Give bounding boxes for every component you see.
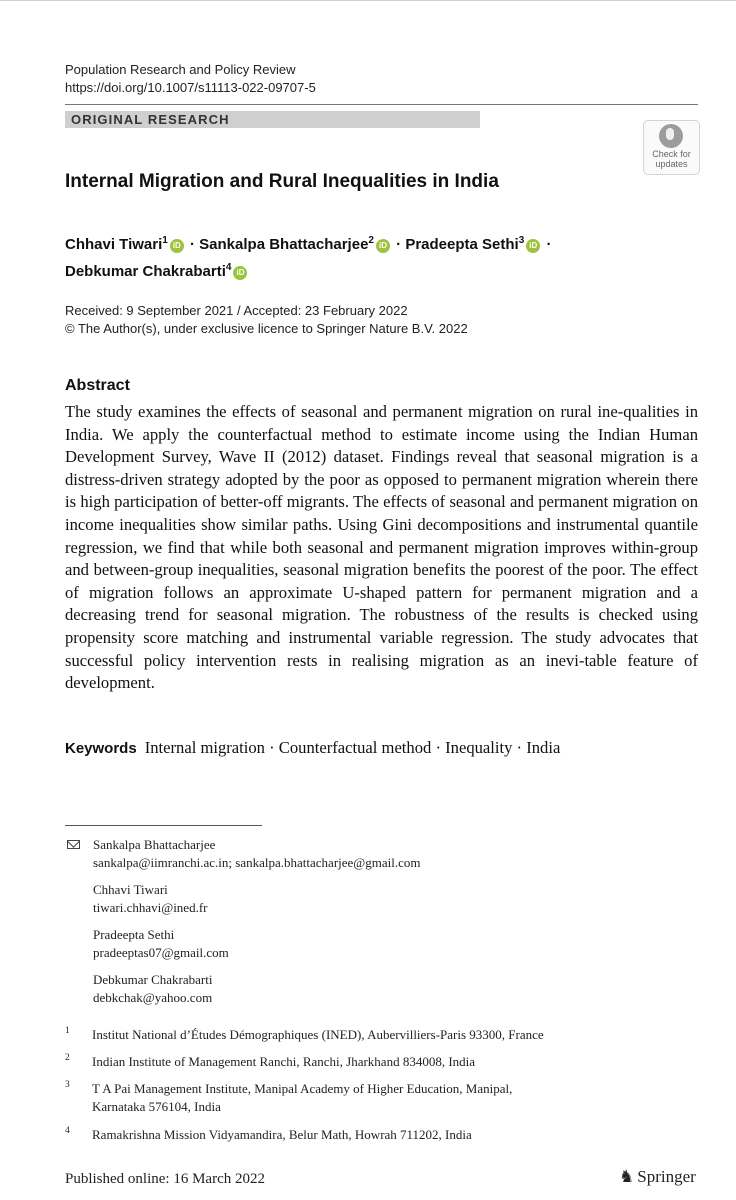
- orcid-icon[interactable]: iD: [376, 239, 390, 253]
- check-for-updates-badge[interactable]: [643, 120, 700, 175]
- publisher-logo: [619, 1167, 696, 1187]
- publisher-name: Springer: [637, 1167, 696, 1186]
- envelope-icon: [67, 840, 80, 849]
- orcid-icon[interactable]: iD: [170, 239, 184, 253]
- doi-link[interactable]: https://doi.org/10.1007/s11113-022-09707-5: [65, 80, 316, 95]
- affiliation-text: Ramakrishna Mission Vidyamandira, Belur Math, Howrah 711202, India: [92, 1127, 472, 1142]
- journal-name: Population Research and Policy Review: [65, 62, 296, 77]
- footnote-rule: [65, 825, 262, 826]
- affiliation-text: Karnataka 576104, India: [92, 1099, 221, 1114]
- author-affiliation-mark: 3: [518, 235, 525, 246]
- contact-entry: [93, 881, 421, 916]
- contact-name: Sankalpa Bhattacharjee: [93, 837, 216, 852]
- author-affiliation-mark: 4: [225, 262, 232, 273]
- author-name: Pradeepta Sethi: [405, 236, 519, 253]
- contact-entry: [93, 926, 421, 961]
- orcid-icon[interactable]: iD: [526, 239, 540, 253]
- affiliation-number: 3: [65, 1080, 70, 1090]
- author-separator: ·: [190, 236, 195, 253]
- orcid-icon[interactable]: iD: [233, 266, 247, 280]
- check-for-updates-label: Check for updates: [652, 149, 691, 169]
- abstract-heading: Abstract: [65, 377, 130, 394]
- affiliation-text: Indian Institute of Management Ranchi, Ranchi, Jharkhand 834008, India: [92, 1054, 476, 1069]
- top-border: [0, 0, 736, 1]
- affiliation-number: 1: [65, 1026, 70, 1036]
- corresponding-contacts: [93, 836, 421, 1016]
- contact-email[interactable]: debkchak@yahoo.com: [93, 989, 213, 1005]
- author-list: [65, 229, 551, 283]
- author-separator: ·: [546, 236, 552, 253]
- author-name: Sankalpa Bhattacharjee: [199, 236, 369, 253]
- contact-email[interactable]: tiwari.chhavi@ined.fr: [93, 899, 208, 915]
- contact-email[interactable]: pradeeptas07@gmail.com: [93, 944, 229, 960]
- contact-entry: [93, 836, 421, 871]
- affiliation-text: Institut National d’Études Démographiques (INED), Aubervilliers-Paris 93300, France: [92, 1027, 544, 1042]
- affiliation-number: 4: [65, 1126, 70, 1136]
- affiliation-number: 2: [65, 1053, 70, 1063]
- section-label: ORIGINAL RESEARCH: [71, 112, 230, 127]
- keywords-line: [65, 738, 560, 758]
- published-date: Published online: 16 March 2022: [65, 1171, 265, 1187]
- affiliation-text: T A Pai Management Institute, Manipal Academy of Higher Education, Manipal,: [92, 1081, 513, 1096]
- author-affiliation-mark: 2: [368, 235, 374, 246]
- contact-email[interactable]: sankalpa@iimranchi.ac.in; sankalpa.bhattacharjee@gmail.com: [93, 854, 421, 870]
- springer-horse-icon: ♞: [619, 1167, 635, 1186]
- section-band: [65, 111, 480, 128]
- header-rule: [65, 104, 698, 105]
- contact-entry: [93, 971, 421, 1006]
- author-name: Debkumar Chakrabarti: [65, 263, 226, 280]
- abstract-text: The study examines the effects of seasonal and permanent migration on rural ine-qualities in India. We apply the counterfactual method to estimate income using the Indian Human Development Survey, Wave II (2012) dataset. Findings reveal that seasonal migration is a distress-driven strategy adopted by the poor as opposed to permanent migration wherein there is high participation of better-off migrants. The effects of seasonal and permanent migration on income inequalities show similar paths. Using Gini decompositions and instrumental quantile regression, we find that while both seasonal and permanent migration improves within-group and between-group inequalities, seasonal migration benefits the poorest of the poor. The effect of migration follows an approximate U-shaped pattern for permanent migration and a decreasing trend for seasonal migration. The robustness of the results is checked using propensity score matching and instrumental variable regression. The study advocates that successful policy intervention rests in realising migration as an inevi-table feature of development.: [65, 402, 698, 693]
- contact-name: Chhavi Tiwari: [93, 882, 168, 897]
- keywords-list: Internal migration · Counterfactual method · Inequality · India: [144, 738, 561, 757]
- article-dates: [65, 302, 468, 338]
- author-affiliation-mark: 1: [162, 235, 168, 246]
- keywords-label: Keywords: [65, 740, 137, 757]
- contact-name: Debkumar Chakrabarti: [93, 972, 213, 987]
- bookmark-icon: [659, 124, 683, 148]
- contact-name: Pradeepta Sethi: [93, 927, 175, 942]
- article-title: Internal Migration and Rural Inequalities in India: [65, 171, 499, 192]
- author-name: Chhavi Tiwari: [65, 236, 163, 253]
- copyright-line: © The Author(s), under exclusive licence to Springer Nature B.V. 2022: [65, 321, 468, 336]
- author-separator: ·: [396, 236, 402, 253]
- received-accepted: Received: 9 September 2021 / Accepted: 23 February 2022: [65, 303, 408, 318]
